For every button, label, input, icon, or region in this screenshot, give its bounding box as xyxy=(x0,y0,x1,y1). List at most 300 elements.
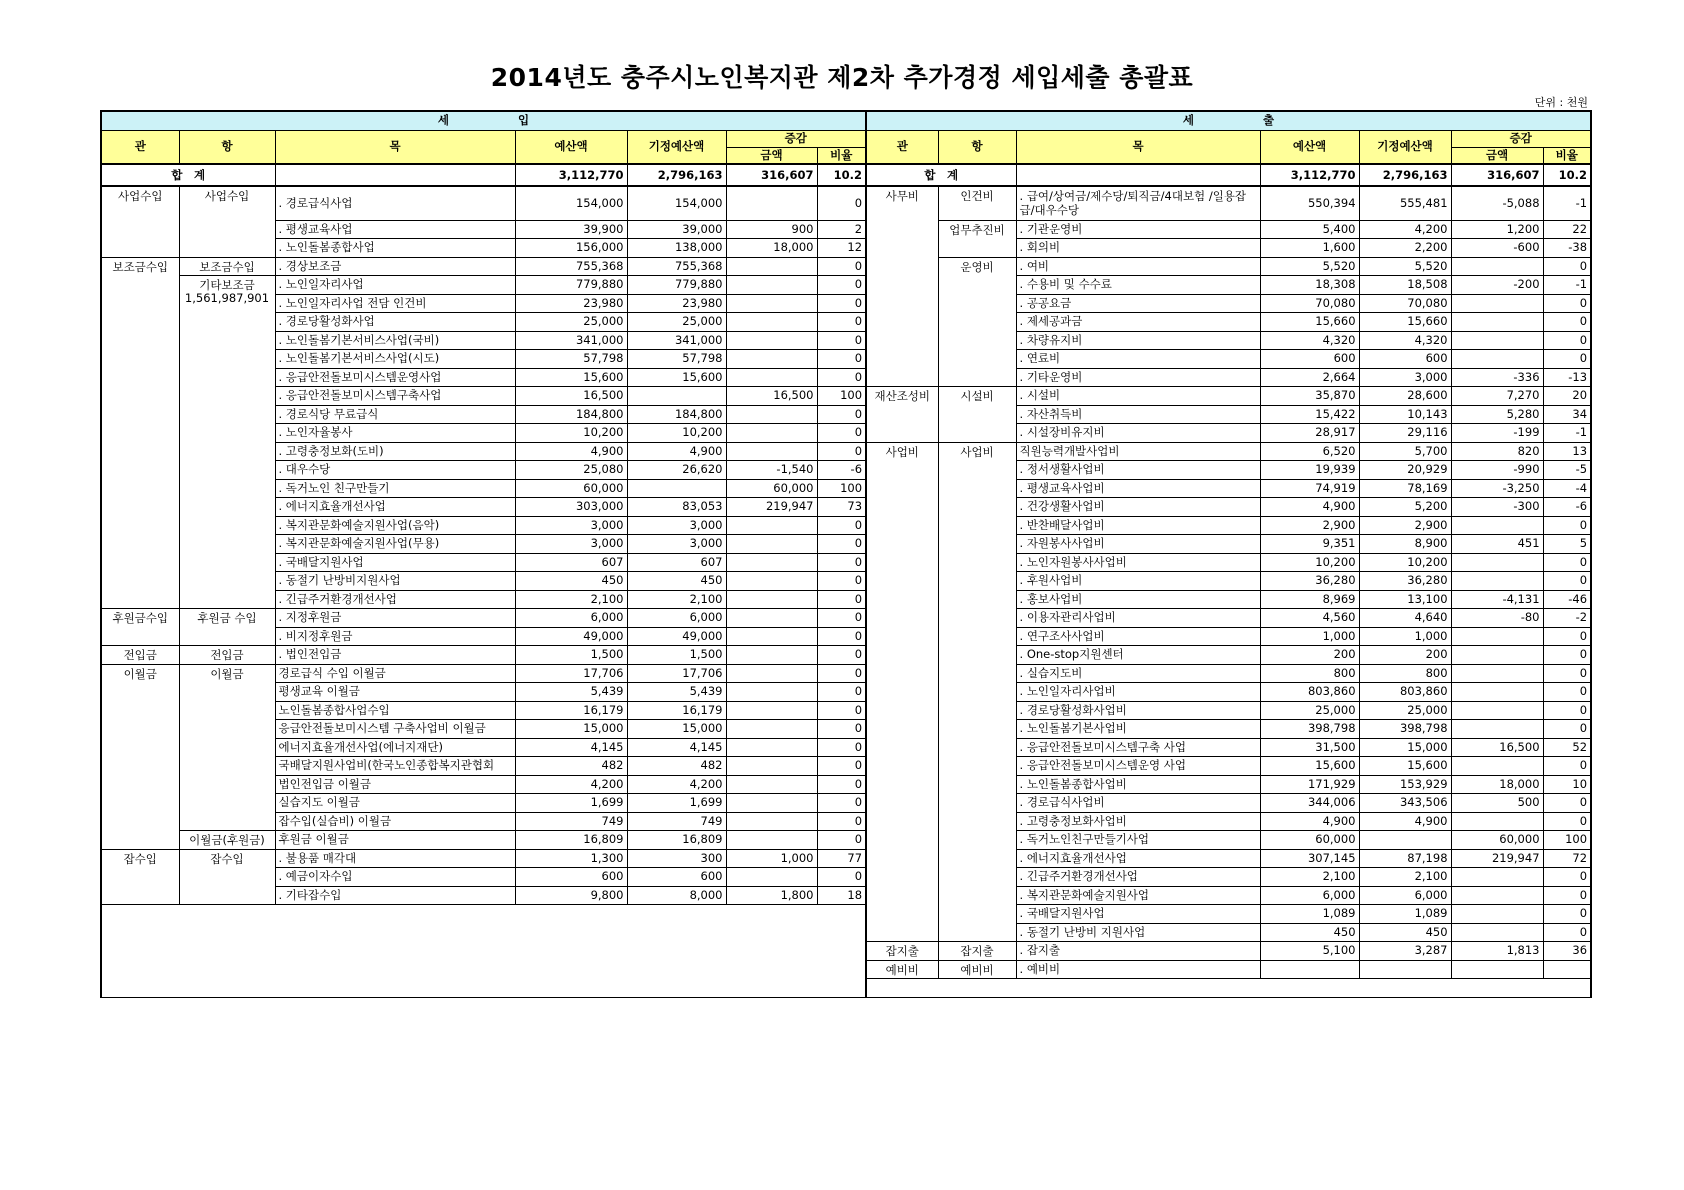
expense-prev: 5,520 xyxy=(1359,257,1451,276)
expense-section-header: 세 출 xyxy=(866,111,1591,130)
expense-mok: . 독거노인친구만들기사업 xyxy=(1016,831,1260,850)
expense-rate: 52 xyxy=(1543,738,1591,757)
expense-hang xyxy=(938,442,1016,942)
col-change: 증감 xyxy=(726,130,866,147)
table-row xyxy=(101,794,1591,813)
income-amount xyxy=(726,590,817,609)
expense-prev: 6,000 xyxy=(1359,886,1451,905)
income-rate: 0 xyxy=(817,405,866,424)
income-amount xyxy=(726,775,817,794)
income-mok: . 경로식당 무료급식 xyxy=(275,405,515,424)
expense-hang xyxy=(938,220,1016,257)
total-value: 2,796,163 xyxy=(627,164,726,186)
income-budget: 303,000 xyxy=(515,498,627,517)
expense-amount: 60,000 xyxy=(1451,831,1543,850)
col-mok: 목 xyxy=(1016,130,1260,164)
income-gwan-label: 후원금수입 xyxy=(112,611,169,625)
expense-mok: . 이용자관리사업비 xyxy=(1016,609,1260,628)
income-budget: 154,000 xyxy=(515,186,627,220)
income-mok: . 동절기 난방비지원사업 xyxy=(275,572,515,591)
table-row xyxy=(101,331,1591,350)
expense-rate: 0 xyxy=(1543,683,1591,702)
income-mok: . 복지관문화예술지원사업(음악) xyxy=(275,516,515,535)
expense-budget: 6,520 xyxy=(1260,442,1359,461)
expense-prev: 200 xyxy=(1359,646,1451,665)
table-row xyxy=(101,720,1591,739)
income-rate: 0 xyxy=(817,831,866,850)
expense-amount: -80 xyxy=(1451,609,1543,628)
expense-budget: 5,520 xyxy=(1260,257,1359,276)
expense-prev: 15,600 xyxy=(1359,757,1451,776)
income-hang xyxy=(179,609,275,646)
expense-empty-area xyxy=(866,979,1591,998)
income-mok: . 예금이자수입 xyxy=(275,868,515,887)
total-value: 2,796,163 xyxy=(1359,164,1451,186)
income-budget: 25,080 xyxy=(515,461,627,480)
expense-amount xyxy=(1451,757,1543,776)
income-gwan-label: 보조금수입 xyxy=(112,259,169,274)
income-amount xyxy=(726,868,817,887)
income-rate: 0 xyxy=(817,590,866,609)
expense-budget: 10,200 xyxy=(1260,553,1359,572)
income-amount: 60,000 xyxy=(726,479,817,498)
expense-rate: 0 xyxy=(1543,905,1591,924)
unit-label: 단위 : 천원 xyxy=(1534,96,1588,109)
income-mok: 에너지효율개선사업(에너지재단) xyxy=(275,738,515,757)
expense-rate: -1 xyxy=(1543,276,1591,295)
table-row xyxy=(101,609,1591,628)
table-row xyxy=(101,220,1591,239)
expense-prev: 2,100 xyxy=(1359,868,1451,887)
table-row xyxy=(101,849,1591,868)
expense-budget: 60,000 xyxy=(1260,831,1359,850)
expense-prev xyxy=(1359,831,1451,850)
expense-amount: 219,947 xyxy=(1451,849,1543,868)
expense-prev: 4,640 xyxy=(1359,609,1451,628)
income-amount xyxy=(726,701,817,720)
col-rate: 비율 xyxy=(1543,147,1591,164)
income-rate: 0 xyxy=(817,535,866,554)
expense-budget: 344,006 xyxy=(1260,794,1359,813)
income-mok: . 에너지효율개선사업 xyxy=(275,498,515,517)
expense-rate: 34 xyxy=(1543,405,1591,424)
expense-mok: . 기타운영비 xyxy=(1016,368,1260,387)
expense-prev: 10,200 xyxy=(1359,553,1451,572)
expense-mok: . 국배달지원사업 xyxy=(1016,905,1260,924)
income-amount xyxy=(726,331,817,350)
expense-gwan-label: 예비비 xyxy=(885,962,919,977)
income-hang xyxy=(179,186,275,257)
expense-amount xyxy=(1451,257,1543,276)
col-gwan: 관 xyxy=(101,130,179,164)
expense-amount xyxy=(1451,572,1543,591)
income-mok: . 불용품 매각대 xyxy=(275,849,515,868)
expense-mok: . 회의비 xyxy=(1016,239,1260,258)
expense-mok: . 공공요금 xyxy=(1016,294,1260,313)
income-amount xyxy=(726,553,817,572)
income-rate: 12 xyxy=(817,239,866,258)
expense-budget: 4,900 xyxy=(1260,498,1359,517)
col-prev: 기정예산액 xyxy=(627,130,726,164)
income-amount xyxy=(726,794,817,813)
expense-budget: 200 xyxy=(1260,646,1359,665)
expense-rate: 0 xyxy=(1543,313,1591,332)
expense-budget: 550,394 xyxy=(1260,186,1359,220)
expense-prev: 13,100 xyxy=(1359,590,1451,609)
income-mok: 법인전입금 이월금 xyxy=(275,775,515,794)
income-amount: 18,000 xyxy=(726,239,817,258)
expense-amount xyxy=(1451,886,1543,905)
expense-amount xyxy=(1451,812,1543,831)
expense-rate: 0 xyxy=(1543,664,1591,683)
expense-budget: 4,560 xyxy=(1260,609,1359,628)
expense-budget: 28,917 xyxy=(1260,424,1359,443)
income-budget: 15,600 xyxy=(515,368,627,387)
income-gwan xyxy=(101,186,179,257)
income-budget: 16,179 xyxy=(515,701,627,720)
table-row xyxy=(101,350,1591,369)
expense-budget: 6,000 xyxy=(1260,886,1359,905)
expense-amount xyxy=(1451,627,1543,646)
table-row xyxy=(101,186,1591,220)
expense-mok: . 잡지출 xyxy=(1016,942,1260,961)
total-label: 합 계 xyxy=(866,164,1016,186)
expense-hang-label: 잡지출 xyxy=(960,944,994,958)
income-mok: 후원금 이월금 xyxy=(275,831,515,850)
expense-budget: 398,798 xyxy=(1260,720,1359,739)
expense-gwan-label: 재산조성비 xyxy=(874,389,931,403)
expense-prev: 10,143 xyxy=(1359,405,1451,424)
income-rate: 73 xyxy=(817,498,866,517)
income-hang xyxy=(179,849,275,905)
income-budget: 49,000 xyxy=(515,627,627,646)
income-prev: 300 xyxy=(627,849,726,868)
expense-amount: 500 xyxy=(1451,794,1543,813)
income-prev xyxy=(627,387,726,406)
expense-budget xyxy=(1260,960,1359,979)
income-budget: 1,500 xyxy=(515,646,627,665)
income-mok: . 노인일자리사업 xyxy=(275,276,515,295)
income-mok: . 긴급주거환경개선사업 xyxy=(275,590,515,609)
income-budget: 25,000 xyxy=(515,313,627,332)
income-hang xyxy=(179,257,275,276)
expense-prev: 3,287 xyxy=(1359,942,1451,961)
income-amount xyxy=(726,627,817,646)
table-row xyxy=(101,368,1591,387)
income-amount xyxy=(726,757,817,776)
table-body xyxy=(101,186,1591,997)
income-budget: 1,300 xyxy=(515,849,627,868)
col-amount: 금액 xyxy=(1451,147,1543,164)
expense-budget: 5,400 xyxy=(1260,220,1359,239)
income-gwan xyxy=(101,646,179,665)
table-row xyxy=(101,535,1591,554)
expense-amount: 16,500 xyxy=(1451,738,1543,757)
income-rate: 0 xyxy=(817,720,866,739)
income-rate: 0 xyxy=(817,701,866,720)
table-row xyxy=(101,276,1591,295)
expense-rate: 0 xyxy=(1543,553,1591,572)
income-prev: 779,880 xyxy=(627,276,726,295)
income-amount xyxy=(726,812,817,831)
income-budget: 16,809 xyxy=(515,831,627,850)
total-value: 316,607 xyxy=(1451,164,1543,186)
expense-mok: . 기관운영비 xyxy=(1016,220,1260,239)
expense-rate: 10 xyxy=(1543,775,1591,794)
income-mok: . 독거노인 친구만들기 xyxy=(275,479,515,498)
income-rate: 0 xyxy=(817,442,866,461)
expense-mok: . 반찬배달사업비 xyxy=(1016,516,1260,535)
expense-budget: 2,900 xyxy=(1260,516,1359,535)
col-gwan: 관 xyxy=(866,130,938,164)
income-prev xyxy=(627,479,726,498)
table-row xyxy=(101,590,1591,609)
expense-prev: 87,198 xyxy=(1359,849,1451,868)
income-prev: 1,500 xyxy=(627,646,726,665)
expense-hang-label: 운영비 xyxy=(960,259,994,274)
col-hang: 항 xyxy=(938,130,1016,164)
income-hang xyxy=(179,276,275,609)
total-value: 316,607 xyxy=(726,164,817,186)
income-gwan xyxy=(101,257,179,609)
expense-gwan xyxy=(866,387,938,443)
expense-mok: . One-stop지원센터 xyxy=(1016,646,1260,665)
expense-mok: . 복지관문화예술지원사업 xyxy=(1016,886,1260,905)
income-gwan-label: 사업수입 xyxy=(118,189,163,203)
income-amount xyxy=(726,276,817,295)
income-amount xyxy=(726,738,817,757)
expense-amount xyxy=(1451,294,1543,313)
expense-amount: -300 xyxy=(1451,498,1543,517)
expense-prev: 15,660 xyxy=(1359,313,1451,332)
expense-mok: . 수용비 및 수수료 xyxy=(1016,276,1260,295)
expense-mok: . 제세공과금 xyxy=(1016,313,1260,332)
income-prev: 15,000 xyxy=(627,720,726,739)
expense-rate: 0 xyxy=(1543,868,1591,887)
income-amount xyxy=(726,313,817,332)
income-mok: . 비지정후원금 xyxy=(275,627,515,646)
expense-amount xyxy=(1451,960,1543,979)
income-budget: 23,980 xyxy=(515,294,627,313)
income-amount xyxy=(726,720,817,739)
income-hang-label: 이월금 xyxy=(210,666,244,681)
income-mok: 국배달지원사업비(한국노인종합복지관협회 xyxy=(275,757,515,776)
expense-amount xyxy=(1451,516,1543,535)
expense-rate: -38 xyxy=(1543,239,1591,258)
income-amount xyxy=(726,646,817,665)
income-mok: . 노인자율봉사 xyxy=(275,424,515,443)
income-rate: 0 xyxy=(817,368,866,387)
expense-mok: . 정서생활사업비 xyxy=(1016,461,1260,480)
expense-mok: . 고령충정보화사업비 xyxy=(1016,812,1260,831)
expense-mok: . 자산취득비 xyxy=(1016,405,1260,424)
expense-prev: 3,000 xyxy=(1359,368,1451,387)
income-budget: 10,200 xyxy=(515,424,627,443)
expense-rate: 0 xyxy=(1543,812,1591,831)
expense-prev: 29,116 xyxy=(1359,424,1451,443)
income-prev: 16,809 xyxy=(627,831,726,850)
expense-mok: . 경로급식사업비 xyxy=(1016,794,1260,813)
income-budget: 450 xyxy=(515,572,627,591)
income-prev: 17,706 xyxy=(627,664,726,683)
expense-prev: 555,481 xyxy=(1359,186,1451,220)
income-mok: . 국배달지원사업 xyxy=(275,553,515,572)
expense-budget: 74,919 xyxy=(1260,479,1359,498)
expense-mok: . 예비비 xyxy=(1016,960,1260,979)
table-row xyxy=(101,886,1591,905)
col-hang: 항 xyxy=(179,130,275,164)
table-row xyxy=(101,553,1591,572)
expense-rate: -1 xyxy=(1543,424,1591,443)
expense-hang-label: 인건비 xyxy=(960,189,994,203)
expense-prev: 25,000 xyxy=(1359,701,1451,720)
expense-prev: 5,200 xyxy=(1359,498,1451,517)
expense-gwan-label: 잡지출 xyxy=(885,944,919,958)
income-budget: 749 xyxy=(515,812,627,831)
table-row xyxy=(101,387,1591,406)
expense-budget: 803,860 xyxy=(1260,683,1359,702)
income-hang xyxy=(179,646,275,665)
income-amount xyxy=(726,609,817,628)
income-rate: 0 xyxy=(817,516,866,535)
income-mok: . 응급안전돌보미시스템구축사업 xyxy=(275,387,515,406)
expense-mok: . 실습지도비 xyxy=(1016,664,1260,683)
table-row xyxy=(101,572,1591,591)
expense-amount: 18,000 xyxy=(1451,775,1543,794)
income-rate: 0 xyxy=(817,683,866,702)
income-gwan-label: 이월금 xyxy=(123,666,157,681)
income-prev: 450 xyxy=(627,572,726,591)
income-rate: 0 xyxy=(817,257,866,276)
table-row xyxy=(101,683,1591,702)
expense-budget: 25,000 xyxy=(1260,701,1359,720)
expense-budget: 1,000 xyxy=(1260,627,1359,646)
table-row xyxy=(101,294,1591,313)
income-budget: 17,706 xyxy=(515,664,627,683)
income-prev: 26,620 xyxy=(627,461,726,480)
expense-mok: . 노인돌봄기본사업비 xyxy=(1016,720,1260,739)
expense-mok: . 시설장비유지비 xyxy=(1016,424,1260,443)
income-rate: 0 xyxy=(817,331,866,350)
income-prev: 57,798 xyxy=(627,350,726,369)
expense-amount xyxy=(1451,646,1543,665)
expense-mok: . 응급안전돌보미시스템운영 사업 xyxy=(1016,757,1260,776)
expense-prev: 28,600 xyxy=(1359,387,1451,406)
expense-rate: -1 xyxy=(1543,186,1591,220)
income-gwan xyxy=(101,849,179,905)
expense-budget: 35,870 xyxy=(1260,387,1359,406)
col-change: 증감 xyxy=(1451,130,1591,147)
expense-budget: 800 xyxy=(1260,664,1359,683)
expense-hang-label: 업무추진비 xyxy=(949,222,1005,237)
income-prev: 2,100 xyxy=(627,590,726,609)
expense-hang xyxy=(938,257,1016,387)
expense-hang-label: 사업비 xyxy=(960,444,994,459)
income-prev: 6,000 xyxy=(627,609,726,628)
expense-rate: 0 xyxy=(1543,757,1591,776)
expense-mok: 직원능력개발사업비 xyxy=(1016,442,1260,461)
table-row xyxy=(101,498,1591,517)
expense-hang xyxy=(938,960,1016,979)
table-row xyxy=(101,757,1591,776)
expense-amount xyxy=(1451,350,1543,369)
expense-prev: 1,089 xyxy=(1359,905,1451,924)
income-amount: -1,540 xyxy=(726,461,817,480)
income-mok: . 노인돌봄기본서비스사업(국비) xyxy=(275,331,515,350)
expense-mok: . 급여/상여금/제수당/퇴직금/4대보험 /일용잡급/대우수당 xyxy=(1016,186,1260,220)
income-prev: 16,179 xyxy=(627,701,726,720)
expense-budget: 600 xyxy=(1260,350,1359,369)
income-mok: . 경로당활성화사업 xyxy=(275,313,515,332)
expense-rate: 0 xyxy=(1543,331,1591,350)
expense-prev: 2,900 xyxy=(1359,516,1451,535)
expense-budget: 8,969 xyxy=(1260,590,1359,609)
income-budget: 9,800 xyxy=(515,886,627,905)
total-value: 10.2 xyxy=(1543,164,1591,186)
expense-rate: -6 xyxy=(1543,498,1591,517)
table-row xyxy=(101,775,1591,794)
income-gwan xyxy=(101,609,179,646)
expense-amount: -5,088 xyxy=(1451,186,1543,220)
income-prev: 4,900 xyxy=(627,442,726,461)
income-rate: -6 xyxy=(817,461,866,480)
income-hang xyxy=(179,664,275,831)
income-amount xyxy=(726,405,817,424)
income-budget: 6,000 xyxy=(515,609,627,628)
expense-amount xyxy=(1451,905,1543,924)
income-mok: . 법인전입금 xyxy=(275,646,515,665)
income-hang-label: 잡수입 xyxy=(210,851,244,866)
expense-hang xyxy=(938,387,1016,443)
table-row xyxy=(101,461,1591,480)
income-rate: 100 xyxy=(817,479,866,498)
expense-amount: 5,280 xyxy=(1451,405,1543,424)
expense-rate: 36 xyxy=(1543,942,1591,961)
expense-mok: . 차량유지비 xyxy=(1016,331,1260,350)
expense-rate: 5 xyxy=(1543,535,1591,554)
expense-prev: 600 xyxy=(1359,350,1451,369)
table-row xyxy=(101,701,1591,720)
income-hang xyxy=(179,831,275,850)
income-amount xyxy=(726,516,817,535)
income-gwan xyxy=(101,664,179,849)
expense-rate: 22 xyxy=(1543,220,1591,239)
col-budget: 예산액 xyxy=(515,130,627,164)
expense-mok: . 건강생활사업비 xyxy=(1016,498,1260,517)
expense-amount xyxy=(1451,923,1543,942)
expense-prev: 153,929 xyxy=(1359,775,1451,794)
col-prev: 기정예산액 xyxy=(1359,130,1451,164)
expense-rate: 0 xyxy=(1543,720,1591,739)
income-amount xyxy=(726,368,817,387)
income-budget: 3,000 xyxy=(515,516,627,535)
expense-amount: 451 xyxy=(1451,535,1543,554)
document-title: 2014년도 충주시노인복지관 제2차 추가경정 세입세출 총괄표 xyxy=(490,63,1194,92)
col-mok: 목 xyxy=(275,130,515,164)
expense-rate: 0 xyxy=(1543,627,1591,646)
expense-budget: 1,089 xyxy=(1260,905,1359,924)
income-rate: 0 xyxy=(817,646,866,665)
income-budget: 482 xyxy=(515,757,627,776)
table-row xyxy=(101,812,1591,831)
expense-rate: 0 xyxy=(1543,794,1591,813)
expense-budget: 5,100 xyxy=(1260,942,1359,961)
table-row xyxy=(101,831,1591,850)
expense-rate: 0 xyxy=(1543,646,1591,665)
expense-mok: . 노인자원봉사사업비 xyxy=(1016,553,1260,572)
expense-budget: 2,664 xyxy=(1260,368,1359,387)
income-amount xyxy=(726,664,817,683)
